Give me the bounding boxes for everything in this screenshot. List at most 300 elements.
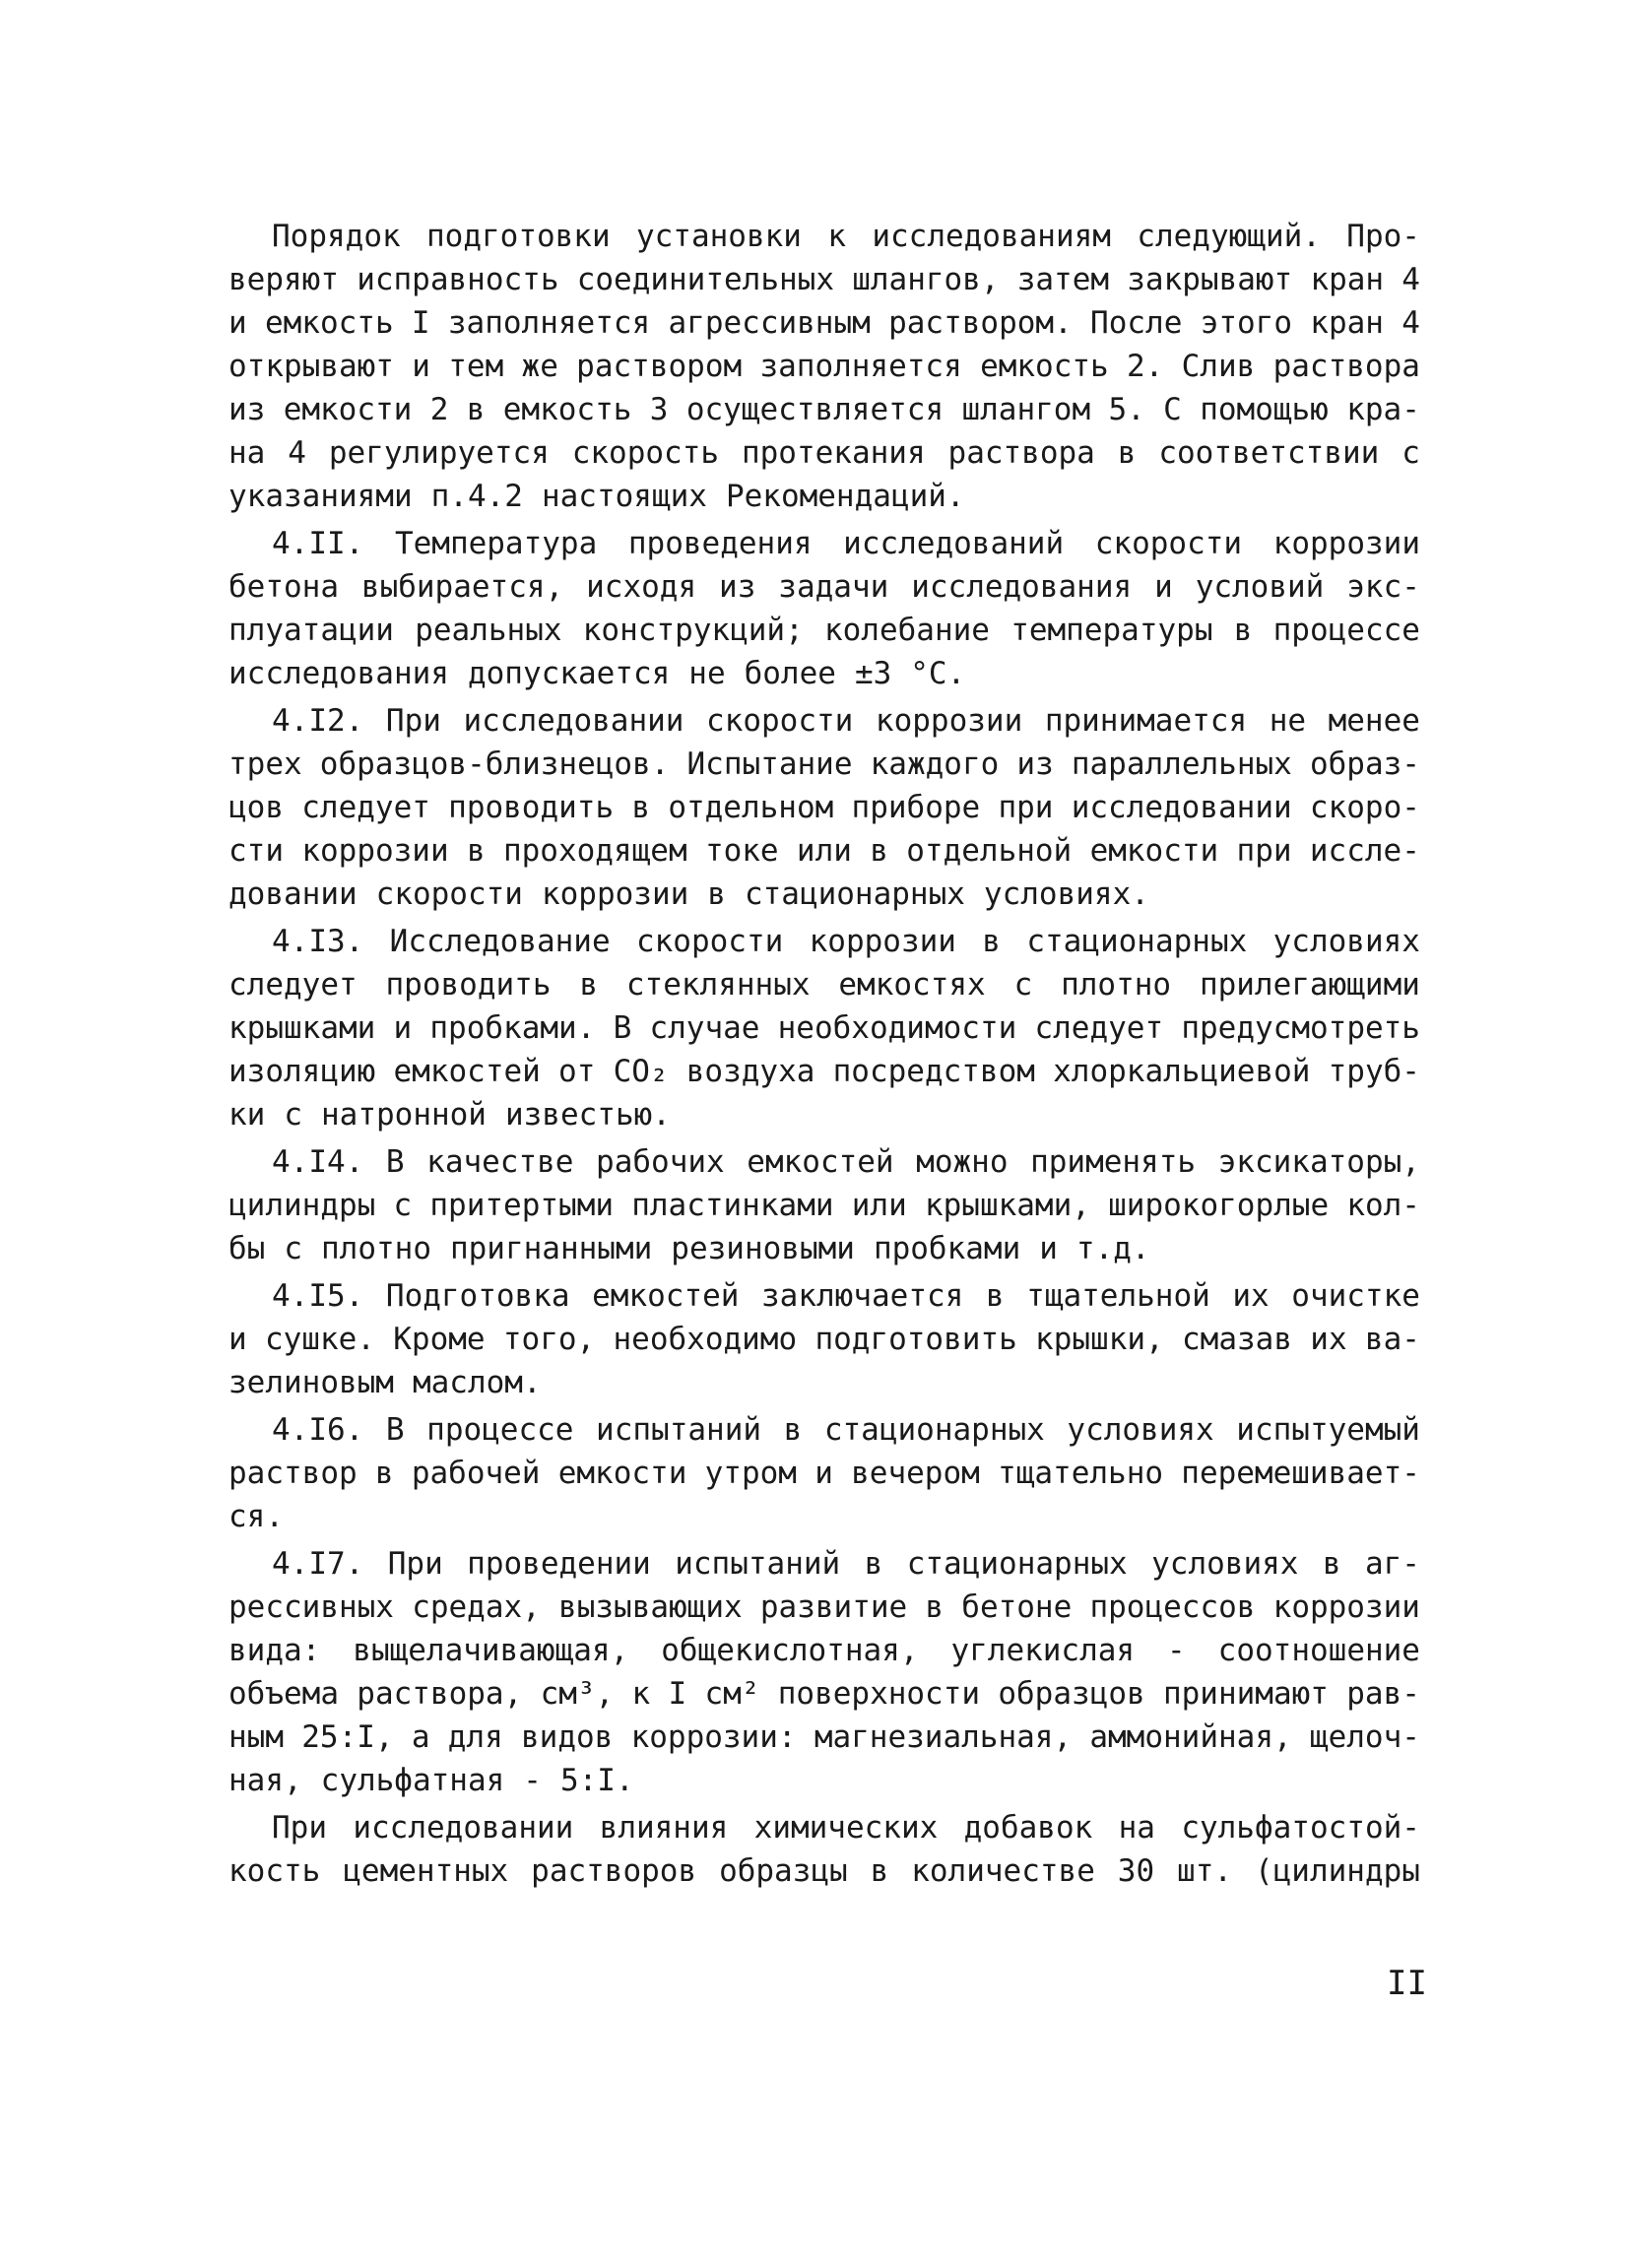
text-line xyxy=(228,699,1420,743)
word: эксикаторы, xyxy=(1217,1144,1420,1180)
word: коррозии: xyxy=(630,1719,797,1755)
word: исправность xyxy=(357,262,559,297)
word: скорости xyxy=(375,876,523,912)
word: При xyxy=(387,1546,443,1582)
word: емкостей xyxy=(747,1144,894,1180)
word: реальных xyxy=(415,613,562,648)
word: скоро- xyxy=(1309,790,1420,825)
word: или xyxy=(796,833,852,869)
word: Порядок xyxy=(272,219,401,254)
word: емкостей xyxy=(393,1054,541,1089)
word: CO₂ xyxy=(613,1054,669,1089)
word: зелиновым xyxy=(228,1365,394,1400)
word: каждого xyxy=(870,746,1000,782)
word: цов xyxy=(228,790,284,825)
word: в xyxy=(374,1456,394,1491)
word: их xyxy=(1232,1278,1270,1314)
word: в xyxy=(925,1589,945,1625)
word: емкость xyxy=(980,349,1109,384)
word: кра- xyxy=(1346,392,1420,427)
word: шлангом xyxy=(961,392,1091,427)
word: вызывающих xyxy=(558,1589,743,1625)
word: настоящих xyxy=(541,479,707,514)
word: кран xyxy=(1310,262,1385,297)
text-line xyxy=(228,1408,1420,1452)
word: отдельной xyxy=(906,833,1073,869)
word: условий xyxy=(1195,569,1325,605)
word: иссле- xyxy=(1309,833,1420,869)
word: испытаний xyxy=(675,1546,841,1582)
word: с xyxy=(1401,435,1420,471)
word: стационарных xyxy=(823,1412,1045,1448)
word: проводить xyxy=(448,790,615,825)
word: в xyxy=(1233,613,1253,648)
word: соотношение xyxy=(1217,1633,1420,1668)
word: перемешивает- xyxy=(1181,1456,1420,1491)
word: ся. xyxy=(228,1499,284,1534)
word: известью. xyxy=(504,1097,671,1133)
word: труб- xyxy=(1328,1054,1420,1089)
word: и xyxy=(814,1456,833,1491)
word: более xyxy=(744,656,836,691)
text-line xyxy=(228,1318,1420,1361)
word: плуатации xyxy=(228,613,394,648)
word: широкогорлые xyxy=(1108,1188,1330,1223)
word: с xyxy=(1013,967,1033,1003)
word: Слив xyxy=(1181,349,1256,384)
word: пластинками xyxy=(631,1188,834,1223)
word: допускается xyxy=(467,656,671,691)
text-line xyxy=(228,609,1420,652)
text-line xyxy=(228,1806,1420,1849)
word: из xyxy=(1016,746,1054,782)
text-line xyxy=(228,1759,1420,1802)
word: проведении xyxy=(467,1546,651,1582)
word: углекислая xyxy=(950,1633,1136,1668)
word: коррозии xyxy=(301,833,449,869)
word: проводить xyxy=(385,967,552,1003)
word: трех xyxy=(228,746,302,782)
word: - xyxy=(1167,1633,1186,1668)
text-line xyxy=(228,475,1420,518)
word: температуры xyxy=(1010,613,1213,648)
word: стационарных xyxy=(1026,924,1248,959)
word: подготовки xyxy=(426,219,611,254)
word: раствором. xyxy=(888,305,1073,341)
word: и xyxy=(1154,569,1173,605)
text-line xyxy=(228,301,1420,345)
word: рав- xyxy=(1346,1676,1420,1712)
word: 4.I3. xyxy=(272,924,364,959)
word: кость xyxy=(228,1853,321,1889)
word: следует xyxy=(301,790,430,825)
word: от xyxy=(558,1054,596,1089)
word: емкости xyxy=(283,392,413,427)
word: общекислотная, xyxy=(661,1633,919,1668)
word: емкостях xyxy=(838,967,986,1003)
word: 30 xyxy=(1117,1853,1155,1889)
word: После xyxy=(1090,305,1183,341)
word: 4 xyxy=(1401,262,1420,297)
word: рабочих xyxy=(596,1144,725,1180)
word: скорости xyxy=(635,924,784,959)
word: не xyxy=(1269,703,1307,739)
text-line xyxy=(228,920,1420,963)
word: При xyxy=(272,1810,327,1846)
word: бы xyxy=(228,1231,266,1266)
word: Температура xyxy=(394,526,598,561)
word: Кроме xyxy=(393,1322,486,1357)
word: 5. xyxy=(1108,392,1145,427)
text-line xyxy=(228,1849,1420,1893)
word: принимается xyxy=(1044,703,1248,739)
word: количестве xyxy=(911,1853,1095,1889)
word: указаниями xyxy=(228,479,413,514)
word: открывают xyxy=(228,349,394,384)
text-line xyxy=(228,1672,1420,1716)
word: Про- xyxy=(1346,219,1420,254)
word: образцов xyxy=(998,1676,1145,1712)
word: раствора xyxy=(947,435,1095,471)
word: при xyxy=(1236,833,1292,869)
word: раствором xyxy=(576,349,743,384)
word: выбирается, xyxy=(360,569,564,605)
word: крышки, xyxy=(1035,1322,1164,1357)
word: в xyxy=(707,876,726,912)
text-line xyxy=(228,786,1420,829)
word: не xyxy=(688,656,726,691)
word: случае xyxy=(649,1010,760,1046)
word: Подготовка xyxy=(385,1278,570,1314)
word: емкости xyxy=(1089,833,1219,869)
word: колебание xyxy=(823,613,990,648)
word: необходимости xyxy=(777,1010,1017,1046)
text-line xyxy=(228,1006,1420,1050)
word: шлангов, xyxy=(852,262,1000,297)
word: резиновыми xyxy=(671,1231,855,1266)
text-line xyxy=(228,215,1420,258)
word: С xyxy=(1163,392,1182,427)
word: в xyxy=(466,392,486,427)
word: исследования xyxy=(228,656,449,691)
word: пробками xyxy=(873,1231,1021,1266)
word: соединительных xyxy=(576,262,834,297)
word: исходя xyxy=(586,569,697,605)
word: сти xyxy=(228,833,284,869)
word: При xyxy=(385,703,441,739)
word: в xyxy=(985,1278,1005,1314)
word: и xyxy=(228,305,247,341)
word: влияния xyxy=(599,1810,729,1846)
word: I xyxy=(411,305,430,341)
word: утром xyxy=(704,1456,797,1491)
word: 4.I2. xyxy=(272,703,364,739)
word: этого xyxy=(1200,305,1292,341)
word: 4.I4. xyxy=(272,1144,364,1180)
word: магнезиальная, xyxy=(814,1719,1073,1755)
word: следующий. xyxy=(1137,219,1321,254)
word: условиях xyxy=(1067,1412,1214,1448)
word: 25:I, xyxy=(301,1719,394,1755)
word: с xyxy=(284,1231,302,1266)
word: в xyxy=(1117,435,1137,471)
word: из xyxy=(719,569,756,605)
text-line xyxy=(228,345,1420,388)
text-line xyxy=(228,565,1420,609)
word: вида: xyxy=(228,1633,321,1668)
text-line xyxy=(228,1542,1420,1586)
word: с xyxy=(284,1097,302,1133)
word: В xyxy=(385,1144,405,1180)
word: их xyxy=(1310,1322,1347,1357)
word: (цилиндры xyxy=(1254,1853,1420,1889)
word: емкость xyxy=(502,392,632,427)
word: исследованиям xyxy=(872,219,1111,254)
text-line xyxy=(228,388,1420,431)
word: процессе xyxy=(1272,613,1420,648)
word: регулируется xyxy=(328,435,550,471)
word: исследования xyxy=(911,569,1133,605)
word: испытуемый xyxy=(1236,1412,1420,1448)
word: токе xyxy=(704,833,779,869)
word: необходимо xyxy=(613,1322,798,1357)
word: изоляцию xyxy=(228,1054,376,1089)
word: В xyxy=(613,1010,632,1046)
word: отдельном xyxy=(668,790,834,825)
word: ±3 xyxy=(854,656,892,691)
word: условиях xyxy=(1272,924,1420,959)
text-line xyxy=(228,1495,1420,1538)
word: в xyxy=(864,1546,883,1582)
word: стационарных xyxy=(744,876,965,912)
word: натронной xyxy=(321,1097,487,1133)
word: коррозии xyxy=(1272,526,1420,561)
word: развитие xyxy=(759,1589,908,1625)
word: средах, xyxy=(412,1589,541,1625)
word: и xyxy=(228,1322,247,1357)
word: выщелачивающая, xyxy=(353,1633,629,1668)
word: растворов xyxy=(531,1853,697,1889)
word: посредством xyxy=(832,1054,1035,1089)
word: аммонийная, xyxy=(1089,1719,1292,1755)
text-line xyxy=(228,1629,1420,1672)
word: образцы xyxy=(719,1853,848,1889)
word: маслом. xyxy=(412,1365,542,1400)
text-line xyxy=(228,1274,1420,1318)
word: емкостей xyxy=(592,1278,740,1314)
word: стационарных xyxy=(906,1546,1128,1582)
text-line xyxy=(228,522,1420,565)
word: скорости xyxy=(1094,526,1243,561)
word: процессе xyxy=(426,1412,574,1448)
word: плотно xyxy=(321,1231,431,1266)
text-line xyxy=(228,258,1420,301)
word: экс- xyxy=(1346,569,1420,605)
text-line xyxy=(228,431,1420,475)
word: и xyxy=(393,1010,413,1046)
word: ва- xyxy=(1364,1322,1420,1357)
word: В xyxy=(385,1412,405,1448)
word: прилегающими xyxy=(1199,967,1420,1003)
word: задачи xyxy=(778,569,889,605)
word: ки xyxy=(228,1097,266,1133)
word: заключается xyxy=(761,1278,964,1314)
word: заполняется xyxy=(447,305,651,341)
word: 2 xyxy=(429,392,449,427)
word: помощью xyxy=(1200,392,1329,427)
word: образ- xyxy=(1309,746,1420,782)
word: довании xyxy=(228,876,358,912)
word: применять xyxy=(1030,1144,1197,1180)
word: для xyxy=(447,1719,503,1755)
word: химических xyxy=(753,1810,939,1846)
word: добавок xyxy=(963,1810,1093,1846)
word: емкость xyxy=(264,305,394,341)
text-line xyxy=(228,1361,1420,1404)
text-line xyxy=(228,1452,1420,1495)
word: I xyxy=(668,1676,687,1712)
word: в xyxy=(631,790,651,825)
word: коррозии xyxy=(1272,1589,1420,1625)
word: 4.I5. xyxy=(272,1278,364,1314)
word: в xyxy=(466,833,486,869)
text-line xyxy=(228,743,1420,786)
word: кран xyxy=(1310,305,1384,341)
word: следует xyxy=(228,967,358,1003)
word: рессивных xyxy=(228,1589,394,1625)
word: ная, xyxy=(228,1763,302,1798)
word: проходящем xyxy=(502,833,687,869)
word: ным xyxy=(228,1719,284,1755)
word: очистке xyxy=(1291,1278,1420,1314)
page-number: II xyxy=(1387,1964,1427,2003)
word: принимают xyxy=(1162,1676,1329,1712)
word: тем xyxy=(448,349,504,384)
word: плотно xyxy=(1061,967,1172,1003)
word: сульфатная xyxy=(320,1763,505,1798)
word: к xyxy=(827,219,846,254)
word: следует xyxy=(1034,1010,1164,1046)
word: на xyxy=(1118,1810,1155,1846)
word: п.4.2 xyxy=(430,479,523,514)
body-text xyxy=(228,215,1420,1893)
word: Рекомендаций. xyxy=(725,479,965,514)
word: крышками xyxy=(228,1010,376,1046)
word: раствора xyxy=(1272,349,1420,384)
word: приборе xyxy=(851,790,981,825)
word: цементных xyxy=(343,1853,509,1889)
word: коррозии xyxy=(541,876,689,912)
word: а xyxy=(411,1719,430,1755)
word: 4 xyxy=(288,435,306,471)
word: подготовить xyxy=(814,1322,1017,1357)
word: раствора, xyxy=(357,1676,523,1712)
word: °С. xyxy=(910,656,966,691)
word: из xyxy=(228,392,266,427)
word: 4.II. xyxy=(272,526,364,561)
word: Испытание xyxy=(686,746,853,782)
word: тщательно xyxy=(998,1456,1164,1491)
word: процессов xyxy=(1089,1589,1256,1625)
word: вечером xyxy=(851,1456,980,1491)
word: образцов-близнецов. xyxy=(319,746,670,782)
word: объема xyxy=(228,1676,339,1712)
word: в xyxy=(783,1412,803,1448)
word: конструкций; xyxy=(582,613,804,648)
word: пробками. xyxy=(429,1010,596,1046)
word: и xyxy=(1039,1231,1058,1266)
word: можно xyxy=(916,1144,1009,1180)
word: пригнанными xyxy=(449,1231,653,1266)
word: хлоркальциевой xyxy=(1053,1054,1311,1089)
word: менее xyxy=(1328,703,1420,739)
word: 4.I6. xyxy=(272,1412,364,1448)
word: бетона xyxy=(228,569,339,605)
word: емкости xyxy=(557,1456,687,1491)
word: заполняется xyxy=(759,349,962,384)
word: испытаний xyxy=(596,1412,762,1448)
word: предусмотреть xyxy=(1181,1010,1420,1046)
word: коррозии xyxy=(809,924,956,959)
word: сульфатостой- xyxy=(1181,1810,1420,1846)
text-line xyxy=(228,829,1420,873)
word: сушке. xyxy=(264,1322,375,1357)
word: в xyxy=(870,833,888,869)
text-line xyxy=(228,1184,1420,1227)
text-line xyxy=(228,963,1420,1006)
word: кол- xyxy=(1346,1188,1420,1223)
word: закрывают xyxy=(1127,262,1293,297)
word: затем xyxy=(1016,262,1110,297)
word: или xyxy=(851,1188,907,1223)
word: аг- xyxy=(1364,1546,1420,1582)
word: раствор xyxy=(228,1456,358,1491)
word: и xyxy=(412,349,430,384)
text-line xyxy=(228,1716,1420,1759)
word: щелоч- xyxy=(1309,1719,1420,1755)
word: осуществляется xyxy=(685,392,945,427)
word: в xyxy=(1322,1546,1341,1582)
word: того, xyxy=(502,1322,596,1357)
word: в xyxy=(579,967,599,1003)
word: коррозии xyxy=(875,703,1023,739)
word: параллельных xyxy=(1071,746,1292,782)
word: скорости xyxy=(706,703,854,739)
word: в xyxy=(982,924,1001,959)
word: тщательной xyxy=(1026,1278,1210,1314)
word: - xyxy=(523,1763,542,1798)
word: поверхности xyxy=(777,1676,981,1712)
word: агрессивным xyxy=(668,305,871,341)
word: притертыми xyxy=(429,1188,615,1223)
word: проведения xyxy=(627,526,813,561)
text-line xyxy=(228,1093,1420,1136)
word: с xyxy=(393,1188,413,1223)
word: веряют xyxy=(228,262,339,297)
word: см³, xyxy=(540,1676,615,1712)
word: исследовании xyxy=(463,703,684,739)
word: т.д. xyxy=(1075,1231,1150,1266)
word: крышками, xyxy=(924,1188,1090,1223)
text-line xyxy=(228,1227,1420,1270)
text-line xyxy=(228,873,1420,916)
word: рабочей xyxy=(411,1456,541,1491)
word: видов xyxy=(521,1719,614,1755)
word: шт. xyxy=(1177,1853,1233,1889)
word: исследовании xyxy=(1071,790,1292,825)
word: исследовании xyxy=(353,1810,574,1846)
word: соответствии xyxy=(1158,435,1380,471)
